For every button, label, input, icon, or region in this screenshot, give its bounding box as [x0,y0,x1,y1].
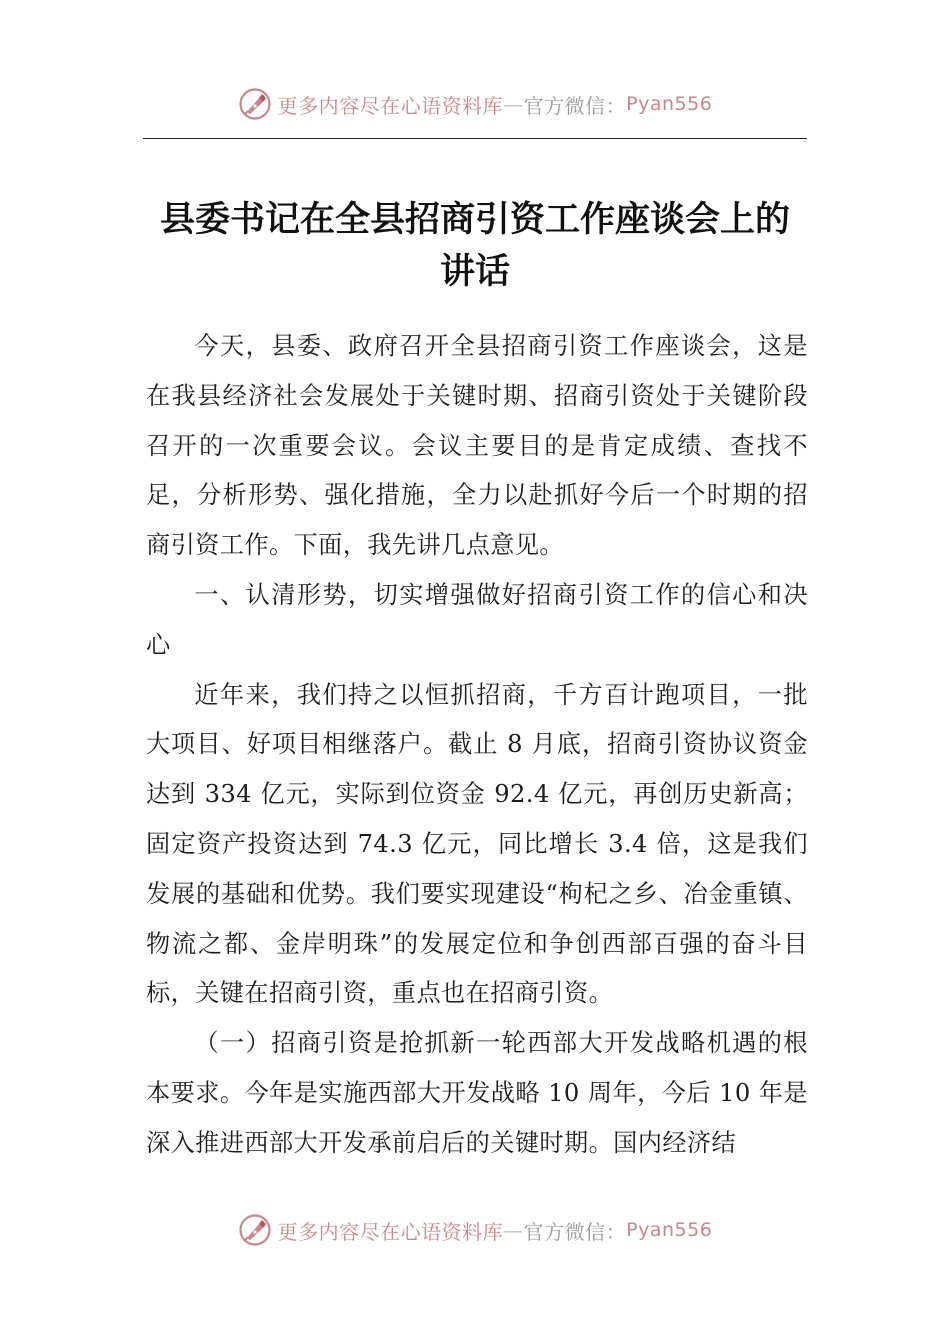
header-divider [143,138,807,139]
document-title: 县委书记在全县招商引资工作座谈会上的讲话 [159,200,790,292]
watermark-wechat-id: Pyan556 [626,93,713,115]
watermark-dash: — [503,1218,524,1242]
watermark-brand: 更多内容尽在心语资料库 [277,93,504,118]
paragraph-achievements: 近年来，我们持之以恒抓招商，千方百计跑项目，一批大项目、好项目相继落户。截止 8 月底，招商引资协议资金达到 334 亿元，实际到位资金 92.4 亿元，再创历史新高；固定资产投资达到 74.3 亿元，同比增长 3.4 倍，这是我们发展的基础和优势。我们要实现建设“枸杞之乡、冶金重镇、物流之都、金岸明珠”的发展定位和争创西部百强的奋斗目标，关键在招商引资，重点也在招商引资。 [146,680,808,1008]
watermark-official-label: 官方微信： [523,93,627,118]
watermark-banner-top [0,82,950,126]
watermark-banner-bottom [0,1208,950,1252]
pen-nib-logo-icon [238,87,272,121]
document-body [146,322,808,1169]
paragraph-intro: 今天，县委、政府召开全县招商引资工作座谈会，这是在我县经济社会发展处于关键时期、招商引资处于关键阶段召开的一次重要会议。会议主要目的是肯定成绩、查找不足，分析形势、强化措施，全力以赴抓好今后一个时期的招商引资工作。下面，我先讲几点意见。 [146,332,808,560]
watermark-official-label: 官方微信： [523,1219,627,1244]
pen-nib-logo-icon [238,1213,272,1247]
watermark-brand: 更多内容尽在心语资料库 [277,1219,504,1244]
watermark-wechat-id: Pyan556 [626,1219,713,1241]
watermark-dash: — [503,92,524,116]
paragraph-subsection-1: （一）招商引资是抢抓新一轮西部大开发战略机遇的根本要求。今年是实施西部大开发战略 10 周年，今后 10 年是深入推进西部大开发承前启后的关键时期。国内经济结 [146,1029,808,1157]
section-heading-1: 一、认清形势，切实增强做好招商引资工作的信心和决心 [146,580,808,659]
